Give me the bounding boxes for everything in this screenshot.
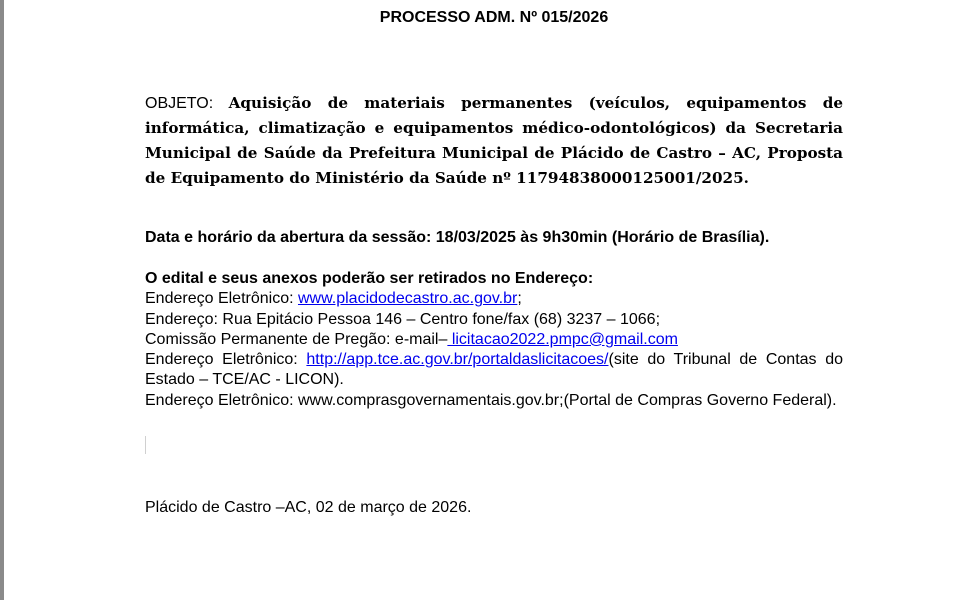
- compras-address-line: Endereço Eletrônico: www.comprasgovernamentais.gov.br;(Portal de Compras Governo Federal).: [145, 391, 837, 409]
- text-cursor-mark: [145, 436, 146, 454]
- commission-label: Comissão Permanente de Pregão: e-mail–: [145, 330, 448, 348]
- site-address-suffix: ;: [517, 290, 522, 308]
- closing-date-line: Plácido de Castro –AC, 02 de março de 2026.: [145, 499, 472, 516]
- commission-email-link[interactable]: licitacao2022.pmpc@gmail.com: [447, 330, 678, 348]
- tce-address-line: [145, 350, 843, 391]
- tce-link[interactable]: http://app.tce.ac.gov.br/portaldaslicitacoes/: [306, 351, 609, 369]
- edital-section: [145, 269, 843, 411]
- site-address-line: [145, 289, 843, 309]
- document-title: PROCESSO ADM. Nº 015/2026: [379, 9, 609, 26]
- site-link[interactable]: www.placidodecastro.ac.gov.br: [297, 290, 518, 308]
- tce-address-label: Endereço Eletrônico:: [145, 351, 307, 369]
- objeto-paragraph: [145, 91, 843, 191]
- session-datetime: Data e horário da abertura da sessão: 18/03/2025 às 9h30min (Horário de Brasília).: [145, 229, 770, 246]
- objeto-description: Aquisição de materiais permanentes (veículos, equipamentos de informática, climatização e equipamentos médico-odontológicos) da Secretaria Municipal de Saúde da Prefeitura Municipal de Plácido de Castro – AC, Proposta de Equipamento do Ministério da Saúde nº 11794838000125001/2025.: [145, 94, 843, 187]
- edital-heading: O edital e seus anexos poderão ser retirados no Endereço:: [145, 270, 594, 287]
- commission-line: [145, 330, 843, 350]
- tce-address-suffix: (site do Tribunal de Contas do Estado – TCE/AC - LICON).: [145, 351, 843, 389]
- objeto-label: OBJETO:: [145, 95, 214, 112]
- physical-address-line: Endereço: Rua Epitácio Pessoa 146 – Centro fone/fax (68) 3237 – 1066;: [145, 310, 661, 328]
- site-address-label: Endereço Eletrônico:: [145, 290, 298, 308]
